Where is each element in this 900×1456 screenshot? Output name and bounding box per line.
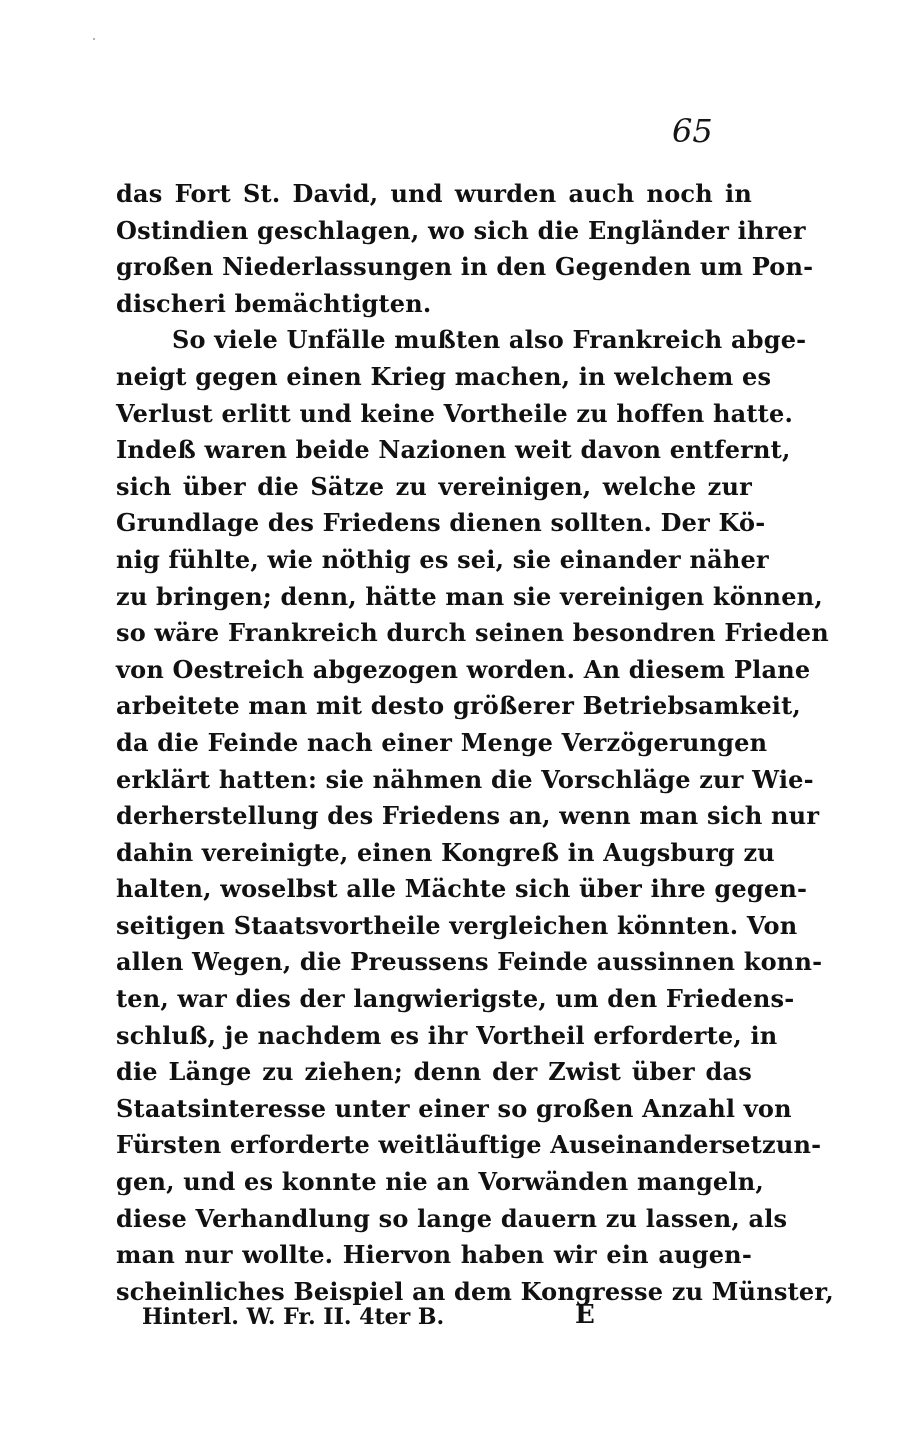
page-number: 65 (672, 112, 713, 150)
text-line: Ostindien geschlagen, wo sich die Engländer ihrer (116, 215, 806, 245)
text-line: gen, und es konnte nie an Vorwänden mangeln, (116, 1167, 764, 1197)
sheet-signature-mark: E (575, 1300, 595, 1330)
text-line: zu bringen; denn, hätte man sie vereinigen können, (116, 581, 823, 611)
text-line: Indeß waren beide Nazionen weit davon entfernt, (116, 435, 791, 465)
text-line: da die Feinde nach einer Menge Verzögerungen (116, 727, 768, 757)
text-line: man nur wollte. Hiervon haben wir ein augen- (116, 1240, 752, 1270)
text-line: neigt gegen einen Krieg machen, in welchem es (116, 361, 772, 391)
text-line: das Fort St. David, und wurden auch noch in (116, 179, 752, 208)
body-text (116, 176, 834, 1310)
text-line: schluß, je nachdem es ihr Vortheil erforderte, in (116, 1020, 778, 1050)
text-line: die Länge zu ziehen; denn der Zwist über das (116, 1057, 752, 1087)
text-line: dahin vereinigte, einen Kongreß in Augsburg zu (116, 837, 775, 867)
text-line: sich über die Sätze zu vereinigen, welche zur (116, 471, 752, 501)
text-line: diese Verhandlung so lange dauern zu lassen, als (116, 1203, 788, 1233)
text-line: Fürsten erforderte weitläuftige Auseinandersetzun- (116, 1130, 822, 1160)
text-line: ten, war dies der langwierigste, um den Friedens- (116, 984, 795, 1014)
page-footer (142, 1300, 602, 1344)
text-line: Staatsinteresse unter einer so großen Anzahl von (116, 1093, 792, 1123)
text-line: erklärt hatten: sie nähmen die Vorschläge zur Wie- (116, 764, 814, 794)
text-line: so wäre Frankreich durch seinen besondren Frieden (116, 618, 829, 648)
text-line: derherstellung des Friedens an, wenn man sich nur (116, 801, 820, 831)
text-line: Verlust erlitt und keine Vortheile zu hoffen hatte. (116, 398, 793, 428)
paper-speck (93, 38, 95, 40)
text-line: scheinliches Beispiel an dem Kongresse zu Münster, (116, 1276, 834, 1306)
text-line: von Oestreich abgezogen worden. An diesem Plane (116, 654, 811, 684)
text-line: nig fühlte, wie nöthig es sei, sie einander näher (116, 544, 769, 574)
text-line: discheri bemächtigten. (116, 288, 432, 318)
printer-signature: Hinterl. W. Fr. II. 4ter B. (142, 1304, 445, 1330)
text-line: seitigen Staatsvortheile vergleichen könnten. Von (116, 910, 798, 940)
text-line: großen Niederlassungen in den Gegenden um Pon- (116, 252, 814, 282)
text-line: So viele Unfälle mußten also Frankreich abge- (172, 325, 807, 355)
text-line: allen Wegen, die Preussens Feinde aussinnen konn- (116, 947, 823, 977)
text-line: Grundlage des Friedens dienen sollten. Der Kö- (116, 508, 766, 538)
text-line: halten, woselbst alle Mächte sich über ihre gegen- (116, 874, 808, 904)
text-line: arbeitete man mit desto größerer Betriebsamkeit, (116, 691, 801, 721)
